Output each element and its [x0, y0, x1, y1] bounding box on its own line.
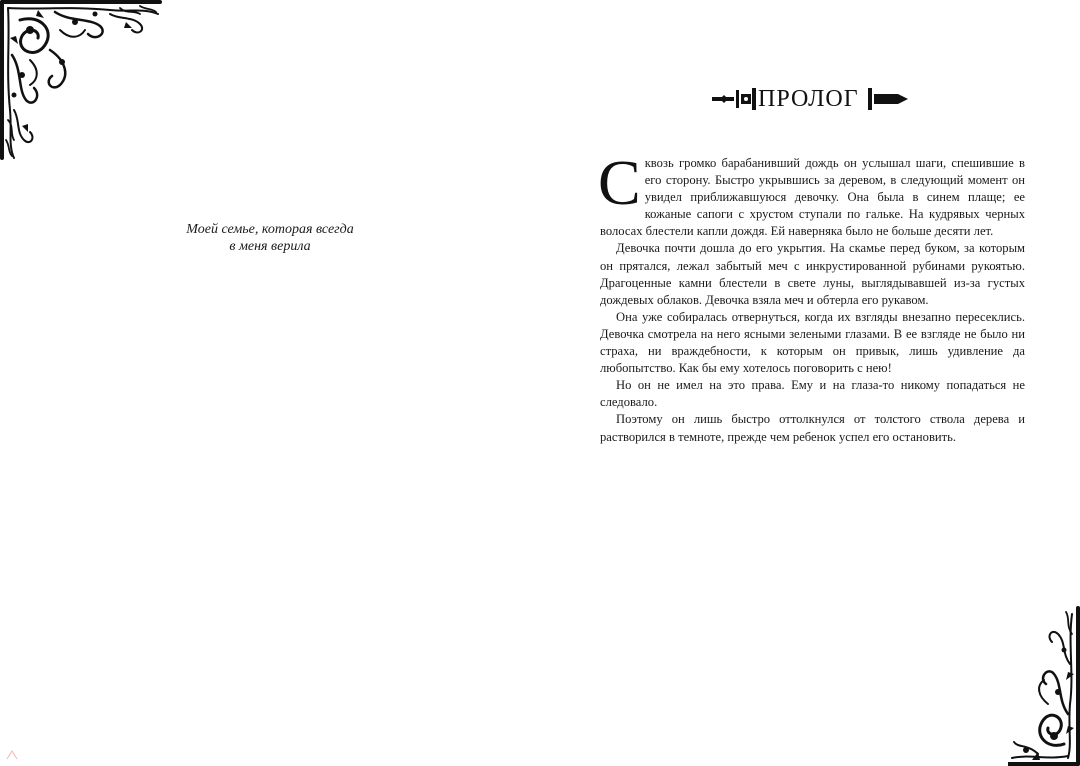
prologue-text	[598, 147, 1025, 446]
corner-flourish-ornament-bottom-right	[1008, 604, 1080, 766]
paragraph-4: Но он не имел на это права. Ему и на глаза-то никому попадаться не следовало.	[600, 378, 1025, 410]
paragraph-5: Поэтому он лишь быстро оттолкнулся от толстого ствола дерева и растворился в темноте, прежде чем ребенок успел его остановить.	[600, 412, 1025, 444]
page-corner-mark	[6, 748, 18, 760]
chapter-heading	[712, 80, 908, 118]
corner-flourish-ornament-top-left	[0, 0, 162, 162]
paragraph-3: Она уже собиралась отвернуться, когда их взгляды внезапно пересеклись. Девочка смотрела на него ясными зелеными глазами. В ее взгляде не было ни страха, ни враждебности, к которым он привык, лишь удивление да любопытство. Как бы ему хотелось поговорить с нею!	[600, 309, 1025, 376]
paragraph-1-text: квозь громко барабанивший дождь он услышал шаги, спешившие в его сторону. Быстро укрывшись за деревом, в следующий момент он увидел приближавшуюся девочку. Она была в синем плаще; ее кожаные сапоги с хрустом ступали по гальке. На кудрявых черных волосах блестели капли дождя. Ей наверняка было не больше десяти лет.	[600, 156, 1025, 239]
dedication-line-1: Моей семье, которая всегда	[186, 222, 354, 237]
sword-blade-icon	[868, 88, 908, 110]
paragraph-2: Девочка почти дошла до его укрытия. На скамье перед буком, за которым он прятался, лежал забытый меч с инкрустированной рубинами рукоятью. Драгоценные камни блестели в свете луны, выглядывавшей из-за густых дождевых облаков. Девочка взяла меч и обтерла его рукавом.	[600, 241, 1025, 307]
chapter-title: ПРОЛОГ	[758, 86, 859, 112]
dedication-line-2: в меня верила	[229, 239, 311, 254]
paragraph-1	[598, 147, 1025, 240]
sword-hilt-icon	[712, 88, 756, 110]
dedication	[150, 221, 390, 255]
drop-cap: С	[598, 147, 641, 218]
